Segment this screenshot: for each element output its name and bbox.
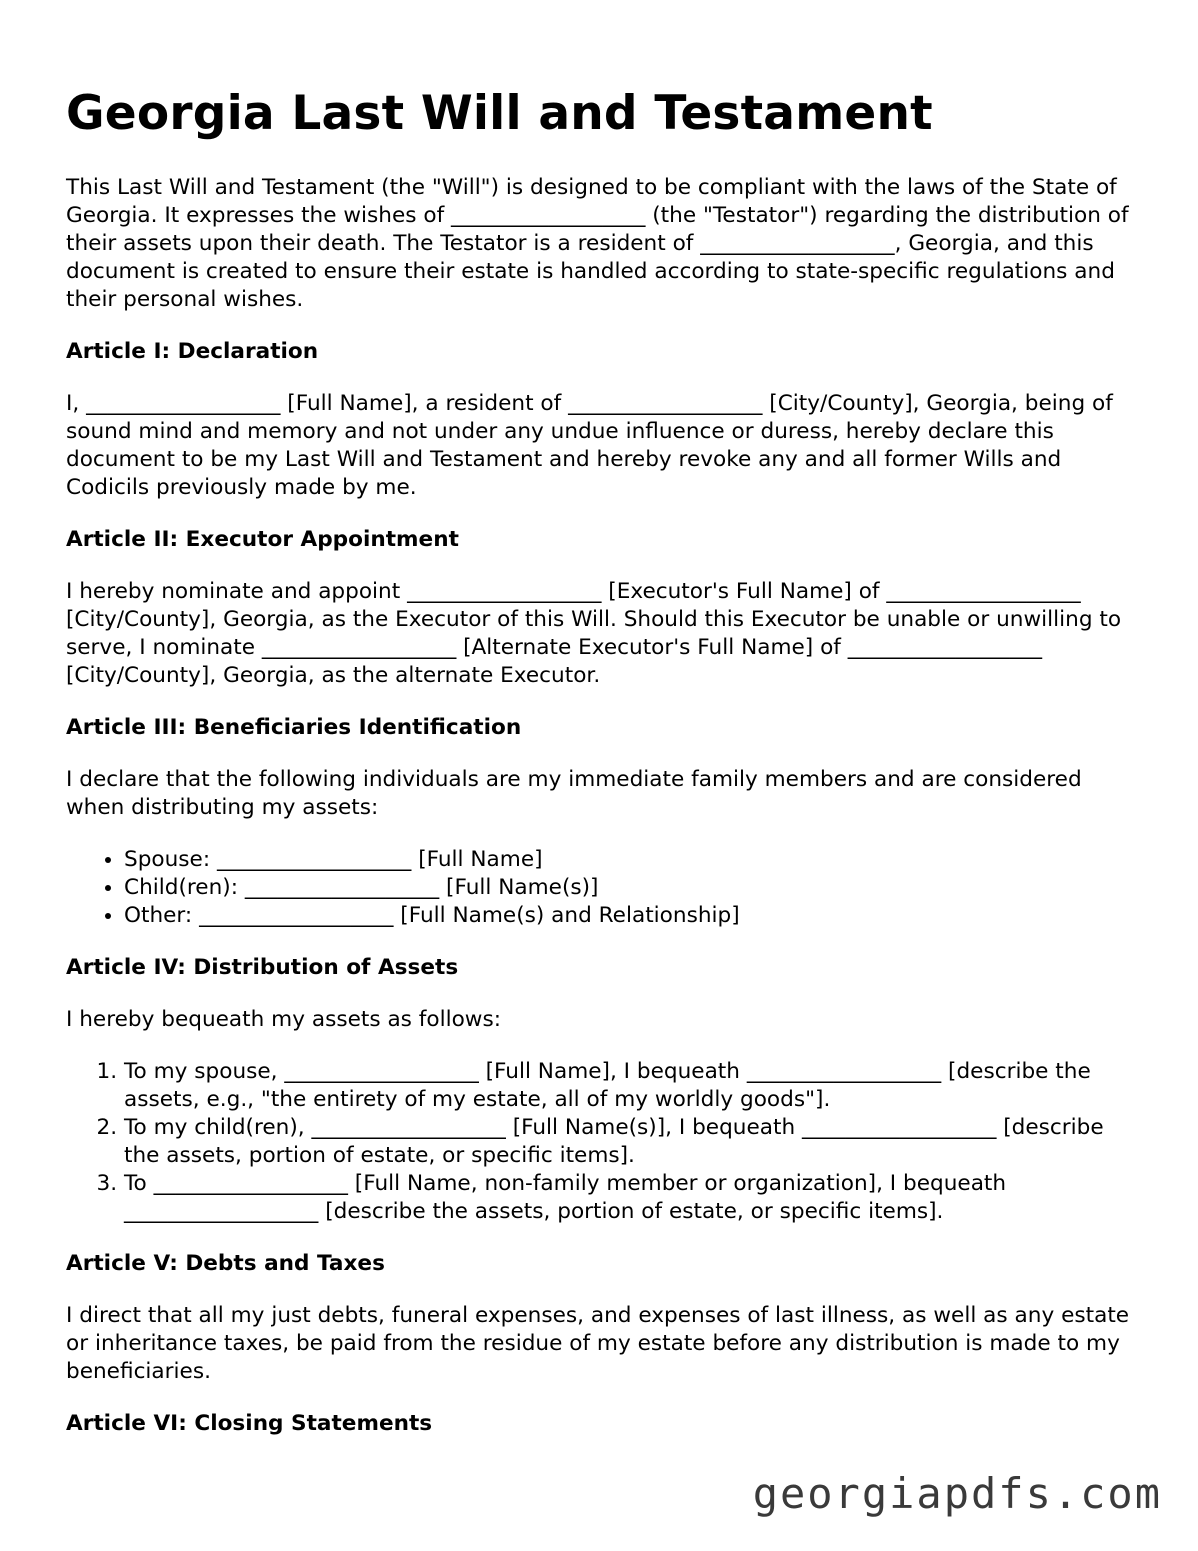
article-6-heading: Article VI: Closing Statements [66, 1411, 433, 1436]
article-4-heading: Article IV: Distribution of Assets [66, 955, 459, 980]
article-5-text: I direct that all my just debts, funeral expenses, and expenses of last illness, as well as any estate or inheritance taxes, be paid from the residue of my estate before any distribution is made to my beneficiaries. [66, 1303, 1130, 1384]
list-item: • Child(ren): __________________ [Full Name(s)] [124, 874, 1136, 902]
list-item: 1. To my spouse, __________________ [Full Name], I bequeath __________________ [describe the assets, e.g., "the entirety of my estate, all of my worldly goods"]. [124, 1058, 1136, 1114]
document-page [66, 84, 1136, 1462]
article-2-text: I hereby nominate and appoint __________________ [Executor's Full Name] of __________________ [City/County], Georgia, as the Executor of this Will. Should this Executor be unable or unwilling to serve, I nominate __________________ [Alternate Executor's Full Name] of __________________ [City/County], Georgia, as the alternate Executor. [66, 579, 1122, 688]
distribution-list [66, 1058, 1136, 1226]
article-4-text: I hereby bequeath my assets as follows: [66, 1007, 501, 1032]
article-1-text: I, __________________ [Full Name], a resident of __________________ [City/County], Georgia, being of sound mind and memory and not under any undue influence or duress, hereby declare this document to be my Last Will and Testament and hereby revoke any and all former Wills and Codicils previously made by me. [66, 391, 1113, 500]
list-item: 3. To __________________ [Full Name, non-family member or organization], I bequeath __________________ [describe the assets, portion of estate, or specific items]. [124, 1170, 1136, 1226]
list-item: • Spouse: __________________ [Full Name] [124, 846, 1136, 874]
beneficiaries-list [66, 846, 1136, 930]
article-5-heading: Article V: Debts and Taxes [66, 1251, 385, 1276]
article-3-text: I declare that the following individuals are my immediate family members and are considered when distributing my assets: [66, 767, 1082, 820]
intro-paragraph: This Last Will and Testament (the "Will") is designed to be compliant with the laws of the State of Georgia. It expresses the wishes of __________________ (the "Testator") regarding the distribution of their assets upon their death. The Testator is a resident of __________________, Georgia, and this document is created to ensure their estate is handled according to state-specific regulations and their personal wishes. [66, 175, 1129, 312]
list-item: 2. To my child(ren), __________________ [Full Name(s)], I bequeath __________________ [describe the assets, portion of estate, or specific items]. [124, 1114, 1136, 1170]
site-watermark: georgiapdfs.com [752, 1469, 1162, 1518]
article-1-heading: Article I: Declaration [66, 339, 319, 364]
list-item: • Other: __________________ [Full Name(s) and Relationship] [124, 902, 1136, 930]
document-title: Georgia Last Will and Testament [66, 86, 933, 141]
article-3-heading: Article III: Beneficiaries Identification [66, 715, 522, 740]
article-2-heading: Article II: Executor Appointment [66, 527, 459, 552]
